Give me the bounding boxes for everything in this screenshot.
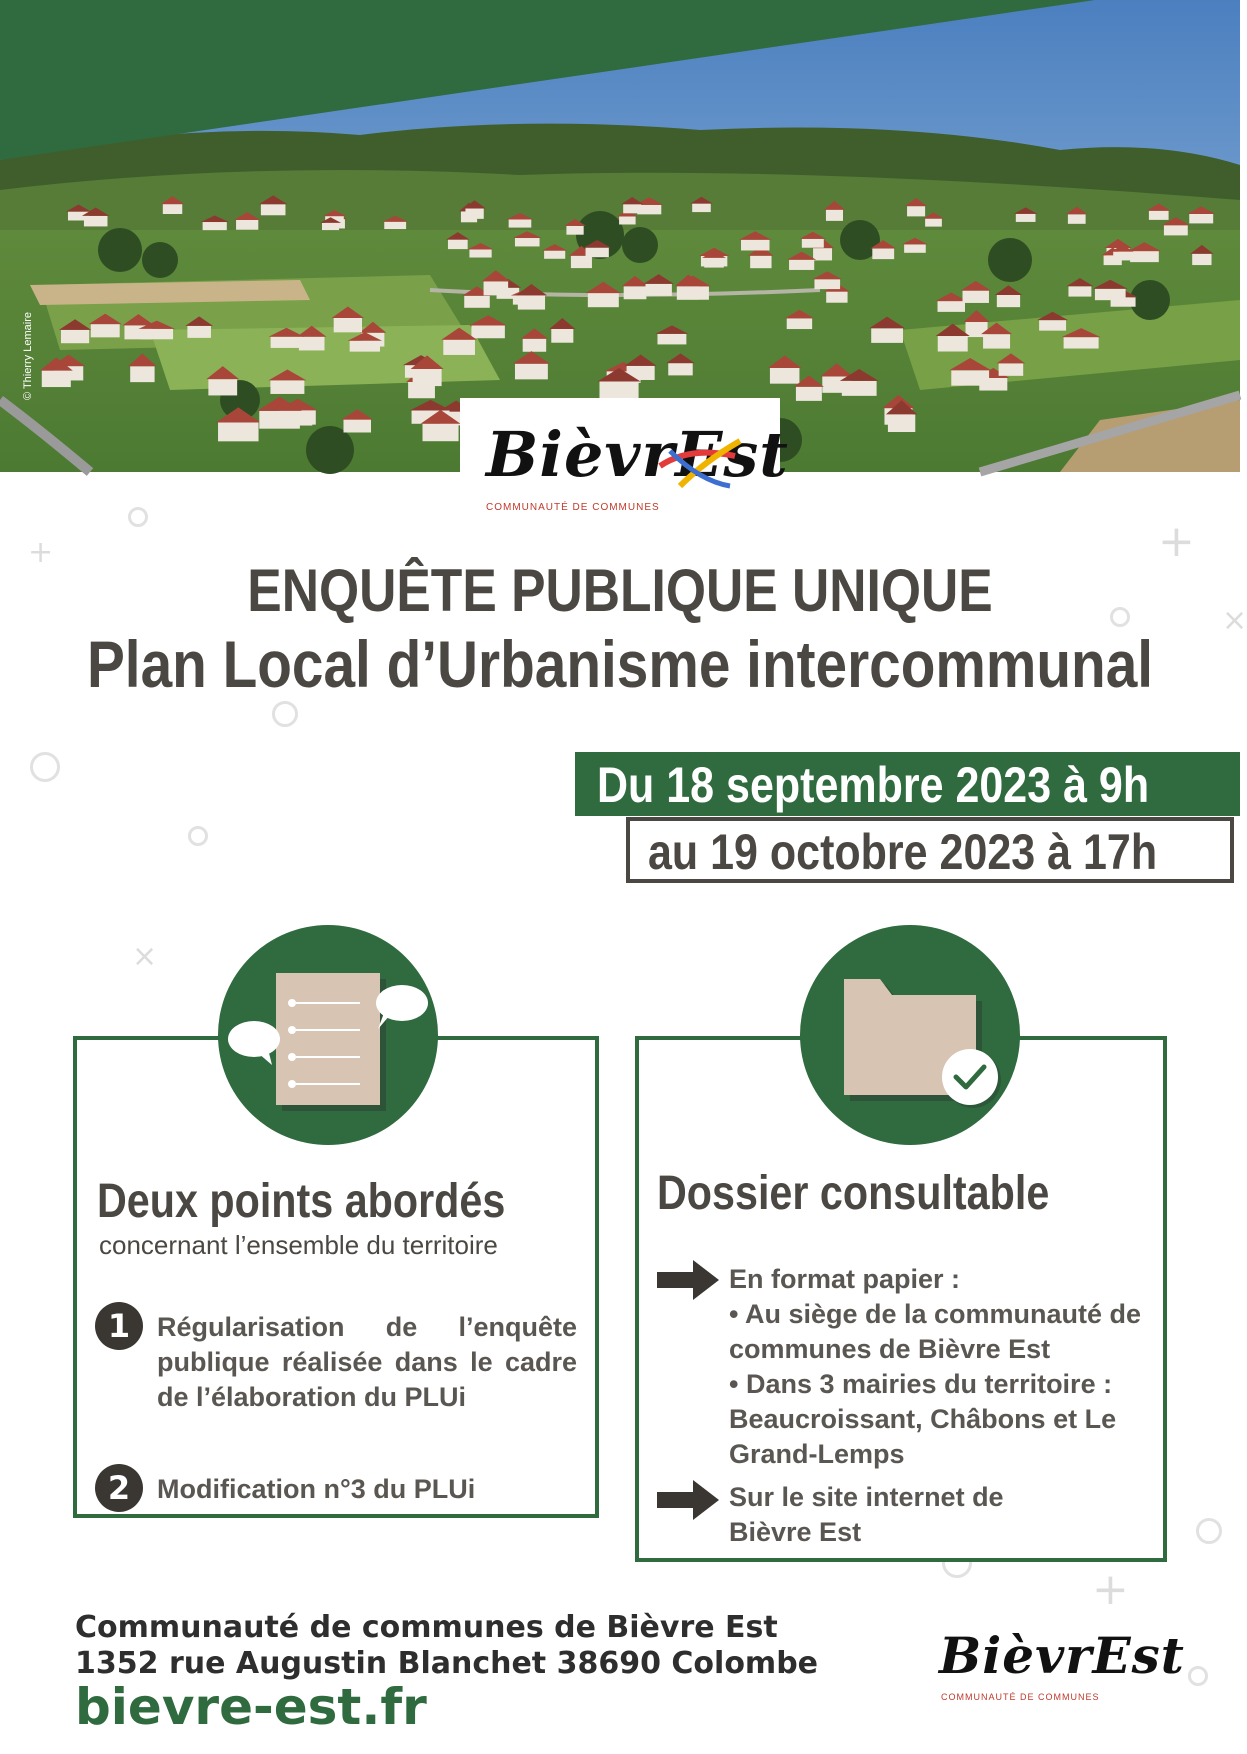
deco-ring [1196, 1518, 1222, 1544]
footer-organization: Communauté de communes de Bièvre Est [75, 1610, 778, 1645]
dossier-bullet-2: • Dans 3 mairies du territoire : Beaucroissant, Châbons et Le Grand-Lemps [729, 1369, 1117, 1469]
dossier-item-paper-heading: En format papier : [729, 1264, 961, 1294]
date-end-banner [626, 817, 1234, 883]
document-icon-circle [218, 925, 438, 1145]
arrow-right-icon [657, 1260, 719, 1300]
deco-plus: + [1092, 1564, 1129, 1615]
number-badge-1: 1 [95, 1302, 143, 1350]
arrow-right-icon [657, 1480, 719, 1520]
document-icon [218, 925, 438, 1145]
deco-ring [30, 752, 60, 782]
dossier-bullet-1: • Au siège de la communauté de communes de Bièvre Est [729, 1299, 1142, 1364]
topics-card-subtitle: concernant l’ensemble du territoire [99, 1230, 498, 1260]
footer-logo-subtitle: COMMUNAUTÉ DE COMMUNES [941, 1692, 1100, 1702]
topic-item-1: Régularisation de l’enquête publique réalisée dans le cadre de l’élaboration du PLUi [157, 1312, 577, 1412]
deco-cross: × [1222, 603, 1247, 638]
deco-plus: + [1158, 516, 1195, 567]
logo-wordmark: BièvrEst [486, 418, 789, 491]
photo-credit: © Thierry Lemaire [22, 312, 34, 400]
deco-ring [128, 507, 148, 527]
topics-card-title: Deux points abordés [97, 1175, 506, 1228]
logo-swoosh-icon [650, 426, 750, 496]
footer-logo [935, 1620, 1185, 1710]
deco-cross: × [132, 939, 158, 974]
topic-item-2: Modification n°3 du PLUi [157, 1474, 476, 1504]
logo-box [460, 398, 789, 528]
folder-icon [800, 925, 1020, 1145]
deco-ring [188, 826, 208, 846]
footer-address: 1352 rue Augustin Blanchet 38690 Colombe [75, 1646, 819, 1681]
page-subtitle: Plan Local d’Urbanisme intercommunal [86, 627, 1154, 701]
deco-plus: + [28, 535, 54, 570]
footer-website-link[interactable]: bievre-est.fr [75, 1678, 427, 1736]
dossier-item-website: Sur le site internet de Bièvre Est [729, 1482, 1004, 1547]
footer-logo-wordmark: BièvrEst [939, 1626, 1185, 1685]
folder-icon-circle [800, 925, 1020, 1145]
date-start: Du 18 septembre 2023 à 9h [597, 757, 1150, 813]
date-start-banner [575, 752, 1240, 816]
logo-subtitle: COMMUNAUTÉ DE COMMUNES [486, 502, 660, 513]
page-title: ENQUÊTE PUBLIQUE UNIQUE [247, 557, 993, 624]
dossier-card-title: Dossier consultable [657, 1167, 1050, 1220]
deco-ring [1188, 1666, 1208, 1686]
deco-ring [272, 701, 298, 727]
date-end: au 19 octobre 2023 à 17h [648, 824, 1158, 880]
number-badge-2: 2 [95, 1464, 143, 1512]
